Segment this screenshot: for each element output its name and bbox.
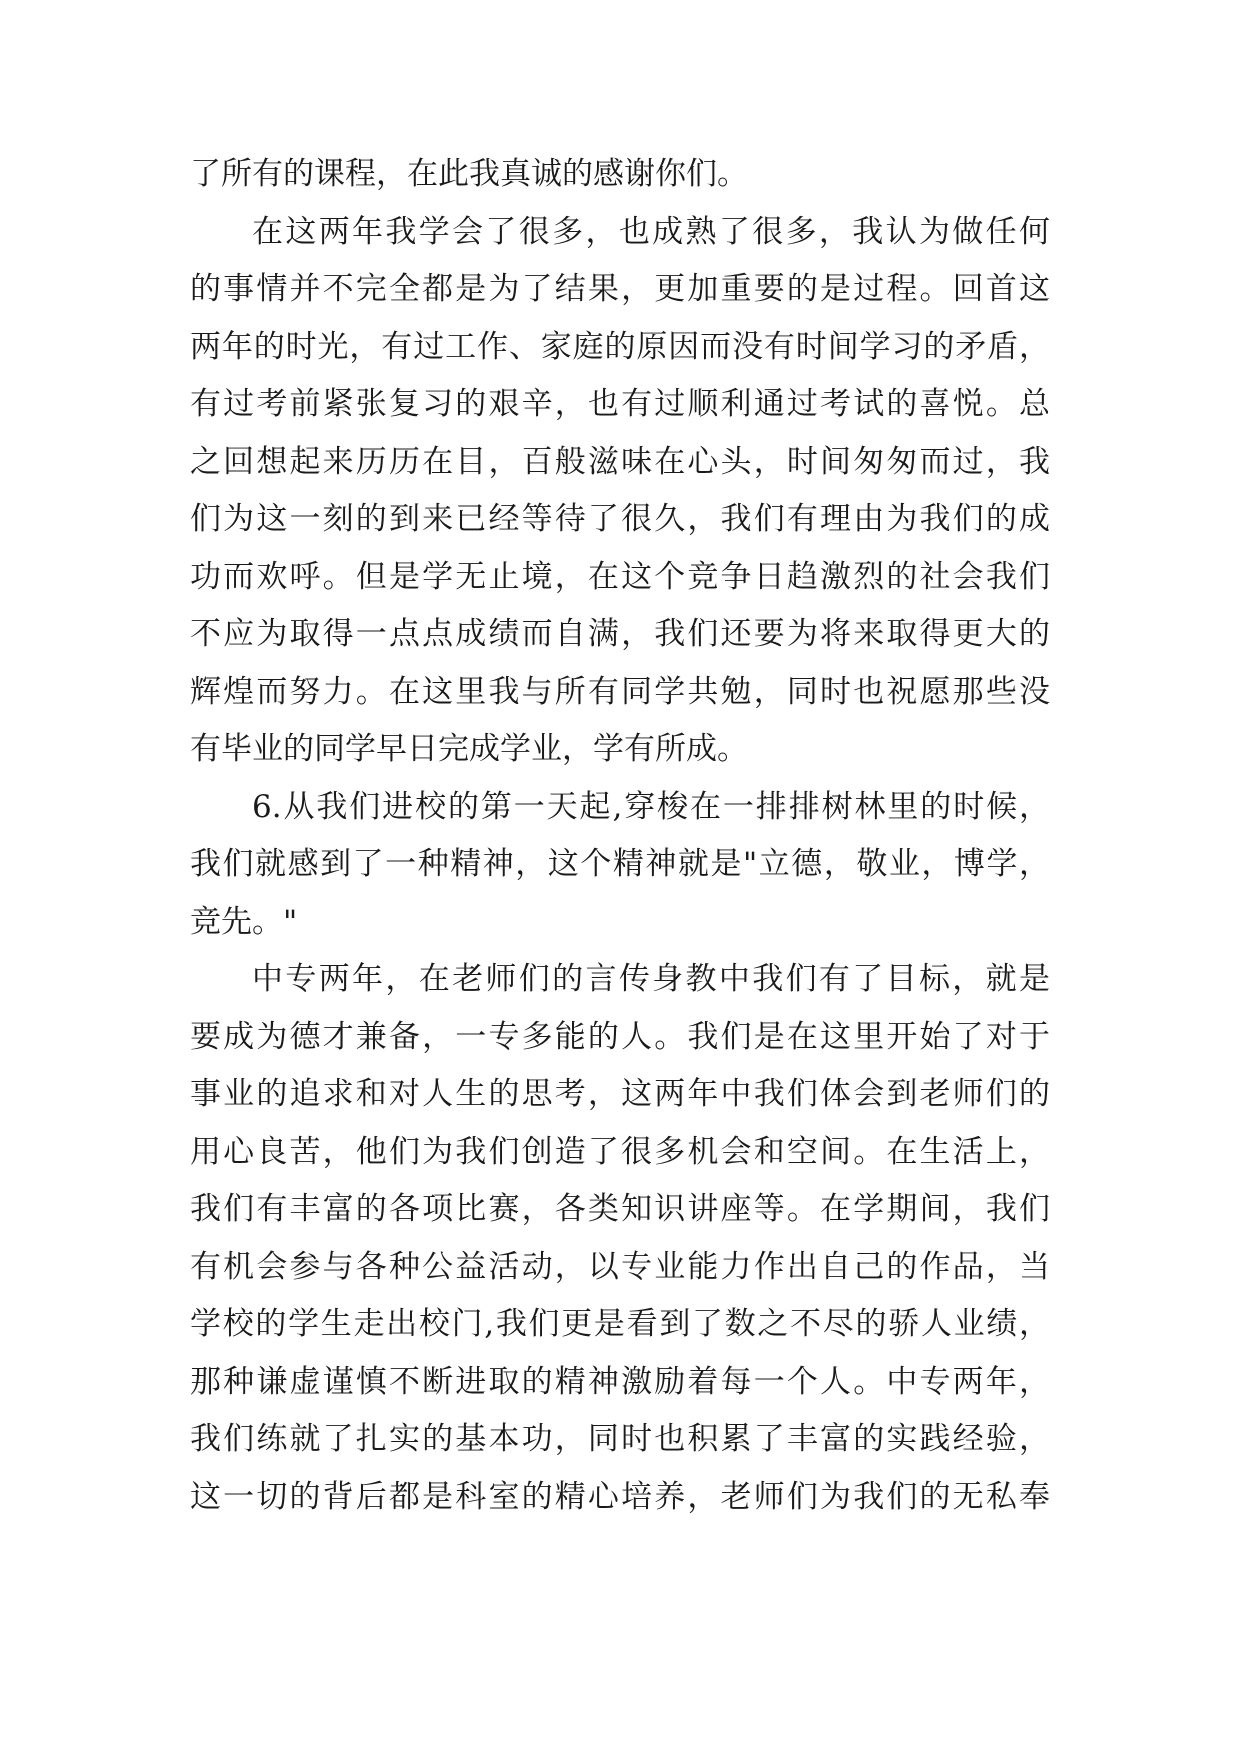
- text-line: 要成为德才兼备，一专多能的人。我们是在这里开始了对于: [190, 1018, 1050, 1055]
- text-line: 竞先。": [190, 903, 298, 940]
- text-line: 在这两年我学会了很多，也成熟了很多，我认为做任何: [252, 213, 1050, 250]
- text-line: 用心良苦，他们为我们创造了很多机会和空间。在生活上，: [190, 1133, 1050, 1170]
- text-line: 6.从我们进校的第一天起,穿梭在一排排树林里的时候，: [252, 788, 1050, 825]
- text-line: 我们练就了扎实的基本功，同时也积累了丰富的实践经验，: [190, 1421, 1050, 1457]
- text-line: 学校的学生走出校门,我们更是看到了数之不尽的骄人业绩，: [190, 1306, 1050, 1342]
- text-line: 的事情并不完全都是为了结果，更加重要的是过程。回首这: [190, 271, 1050, 307]
- text-line: 那种谦虚谨慎不断进取的精神激励着每一个人。中专两年，: [190, 1363, 1050, 1400]
- text-line: 辉煌而努力。在这里我与所有同学共勉，同时也祝愿那些没: [190, 673, 1050, 710]
- text-line: 了所有的课程，在此我真诚的感谢你们。: [190, 156, 748, 192]
- text-line: 们为这一刻的到来已经等待了很久，我们有理由为我们的成: [190, 501, 1050, 537]
- text-line: 事业的追求和对人生的思考，这两年中我们体会到老师们的: [190, 1076, 1050, 1112]
- text-line: 中专两年，在老师们的言传身教中我们有了目标，就是: [252, 961, 1050, 997]
- text-line: 不应为取得一点点成绩而自满，我们还要为将来取得更大的: [190, 616, 1050, 652]
- text-line: 有机会参与各种公益活动，以专业能力作出自己的作品，当: [190, 1248, 1050, 1285]
- text-line: 两年的时光，有过工作、家庭的原因而没有时间学习的矛盾，: [190, 328, 1050, 365]
- text-line: 功而欢呼。但是学无止境，在这个竞争日趋激烈的社会我们: [190, 558, 1050, 595]
- text-line: 之回想起来历历在目，百般滋味在心头，时间匆匆而过，我: [190, 443, 1050, 480]
- text-line: 这一切的背后都是科室的精心培养，老师们为我们的无私奉: [190, 1478, 1050, 1515]
- text-line: 有过考前紧张复习的艰辛，也有过顺利通过考试的喜悦。总: [190, 386, 1050, 422]
- text-line: 我们就感到了一种精神，这个精神就是"立德，敬业，博学，: [190, 846, 1050, 882]
- text-line: 有毕业的同学早日完成学业，学有所成。: [190, 731, 748, 767]
- body-text: [190, 146, 1050, 1526]
- text-line: 我们有丰富的各项比赛，各类知识讲座等。在学期间，我们: [190, 1191, 1050, 1227]
